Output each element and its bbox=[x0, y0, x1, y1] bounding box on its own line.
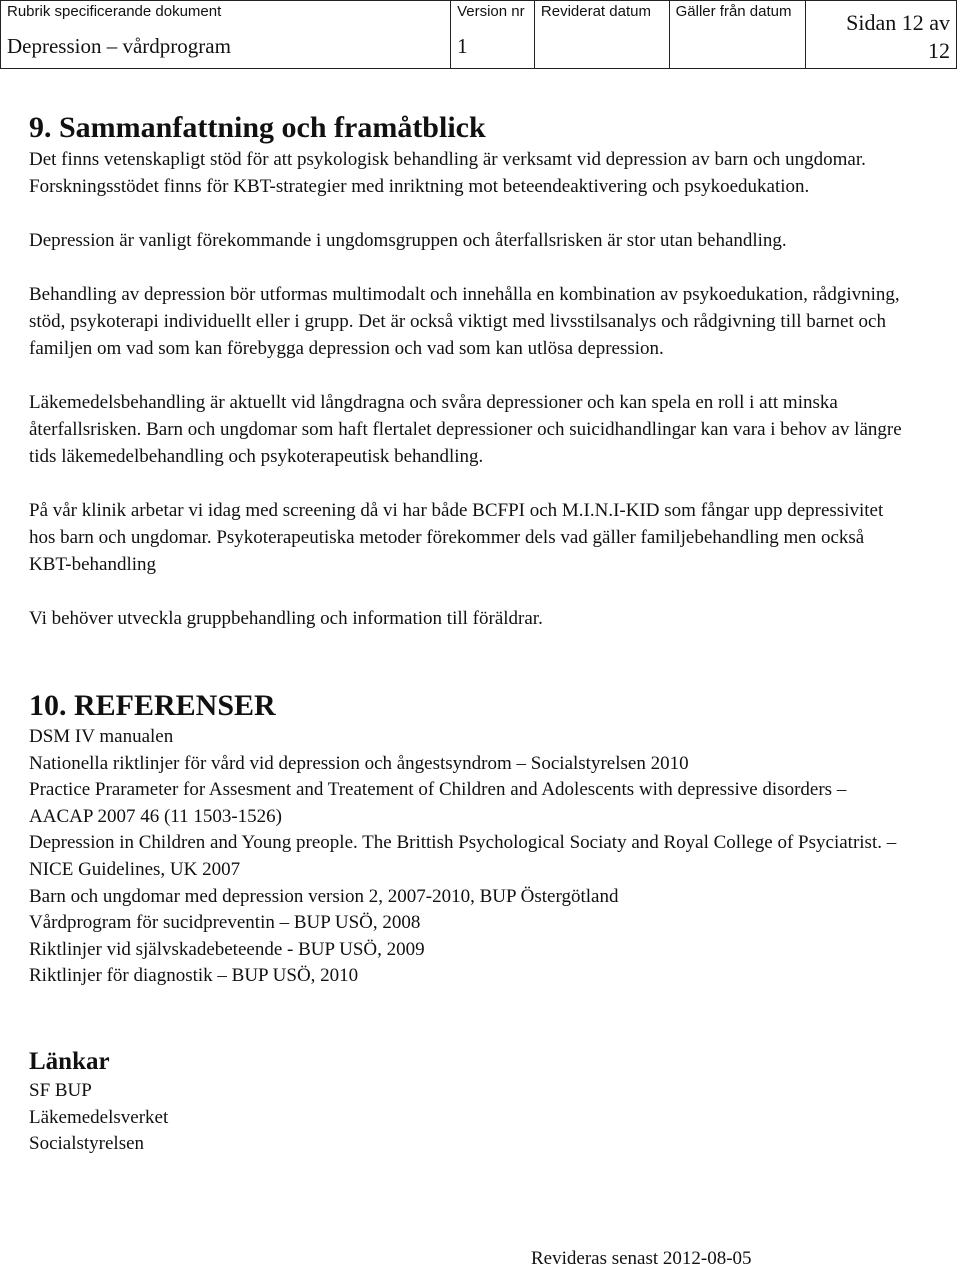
paragraph: På vår klinik arbetar vi idag med screening då vi har både BCFPI och M.I.N.I-KID som fångar upp depressivitet hos barn och ungdomar. Psykoterapeutiska metoder förekommer dels vad gäller familjebehandling men också KBT-behandling bbox=[29, 500, 884, 575]
reference-item: Barn och ungdomar med depression version 2, 2007-2010, BUP Östergötland bbox=[29, 885, 619, 907]
reference-list bbox=[29, 724, 909, 990]
reference-item: Vårdprogram för sucidpreventin – BUP USÖ, 2008 bbox=[29, 912, 421, 934]
reference-item: Riktlinjer vid självskadebeteende - BUP USÖ, 2009 bbox=[29, 938, 425, 960]
reference-item: Riktlinjer för diagnostik – BUP USÖ, 2010 bbox=[29, 965, 359, 987]
paragraph: Det finns vetenskapligt stöd för att psykologisk behandling är verksamt vid depression av barn och ungdomar. Forskningsstödet finns för KBT-strategier med inriktning mot beteendeaktivering och psykoedukation. bbox=[29, 149, 866, 197]
links-list bbox=[29, 1078, 909, 1158]
paragraph: Depression är vanligt förekommande i ungdomsgruppen och återfallsrisken är stor utan behandling. bbox=[29, 230, 787, 251]
links-heading: Länkar bbox=[29, 1047, 110, 1075]
section-10-heading: 10. REFERENSER bbox=[29, 689, 276, 722]
paragraph: Läkemedelsbehandling är aktuellt vid långdragna och svåra depressioner och kan spela en roll i att minska återfallsrisken. Barn och ungdomar som haft flertalet depressioner och suicidhandlingar kan vara i behov av längre tids läkemedelbehandling och psykoterapeutisk behandling. bbox=[29, 392, 902, 467]
link-item[interactable]: SF BUP bbox=[29, 1079, 92, 1101]
reference-item: DSM IV manualen bbox=[29, 726, 174, 747]
rubrik-label: Rubrik specificerande dokument bbox=[7, 3, 222, 20]
reviderat-cell bbox=[535, 1, 670, 68]
page-cell bbox=[806, 1, 956, 68]
rubrik-value: Depression – vårdprogram bbox=[7, 34, 231, 58]
rubrik-cell bbox=[1, 1, 451, 68]
section-9-heading: 9. Sammanfattning och framåtblick bbox=[29, 111, 486, 144]
reference-item: Nationella riktlinjer för vård vid depression och ångestsyndrom – Socialstyrelsen 2010 bbox=[29, 752, 689, 774]
version-cell bbox=[451, 1, 535, 68]
galler-label: Gäller från datum bbox=[675, 3, 792, 20]
paragraph: Vi behöver utveckla gruppbehandling och information till föräldrar. bbox=[29, 608, 543, 629]
paragraph: Behandling av depression bör utformas multimodalt och innehålla en kombination av psykoedukation, rådgivning, stöd, psykoterapi individuellt eller i grupp. Det är också viktigt med livsstilsanalys och rådgivning till barnet och familjen om vad som kan förebygga depression och vad som kan utlösa depression. bbox=[29, 284, 900, 359]
link-item[interactable]: Läkemedelsverket bbox=[29, 1106, 169, 1128]
galler-cell bbox=[670, 1, 807, 68]
document-body bbox=[29, 110, 909, 1158]
reference-item: Depression in Children and Young preople. The Brittish Psychological Sociaty and Royal College of Psyciatrist. – NICE Guidelines, UK 2007 bbox=[29, 832, 897, 880]
version-value: 1 bbox=[457, 34, 468, 58]
version-label: Version nr bbox=[457, 3, 525, 20]
revision-footer: Revideras senast 2012-08-05 bbox=[531, 1248, 752, 1269]
document-header bbox=[0, 0, 957, 69]
reviderat-label: Reviderat datum bbox=[540, 3, 651, 20]
reference-item: Practice Prarameter for Assesment and Treatement of Children and Adolescents with depressive disorders – AACAP 2007 46 (11 1503-1526) bbox=[29, 779, 847, 827]
page-number: Sidan 12 av 12 bbox=[846, 10, 951, 63]
link-item[interactable]: Socialstyrelsen bbox=[29, 1133, 145, 1155]
